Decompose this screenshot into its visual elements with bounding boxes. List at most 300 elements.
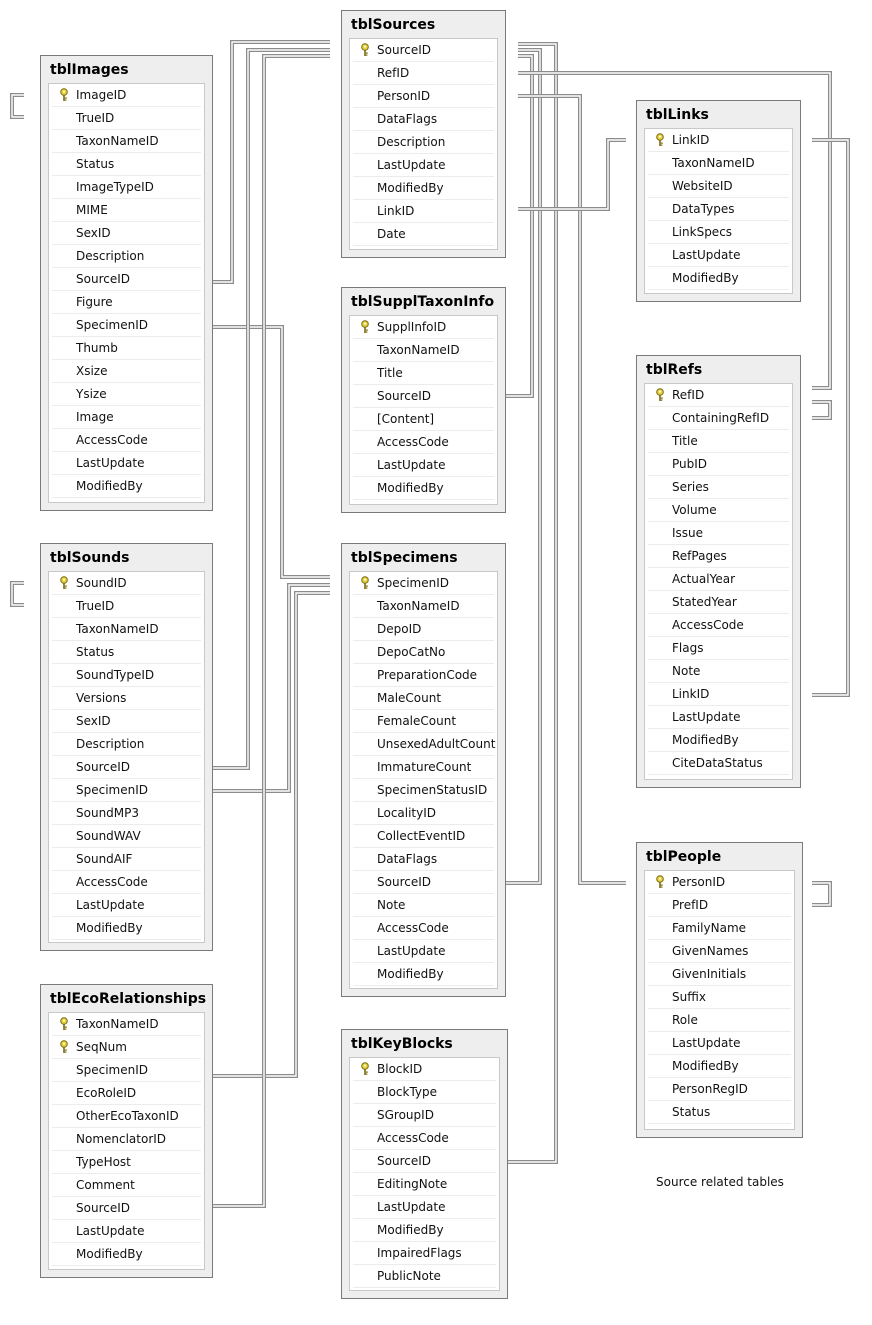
column-row[interactable] bbox=[52, 1013, 201, 1036]
column-row[interactable] bbox=[52, 1220, 201, 1243]
relationship-line bbox=[12, 583, 24, 605]
column-row[interactable] bbox=[52, 641, 201, 664]
relationship-line-core bbox=[518, 96, 626, 883]
column-row[interactable] bbox=[648, 917, 791, 940]
column-row[interactable] bbox=[648, 963, 791, 986]
column-name: LastUpdate bbox=[76, 456, 145, 470]
column-row[interactable] bbox=[648, 986, 791, 1009]
column-row[interactable] bbox=[648, 1055, 791, 1078]
relationship-line bbox=[518, 96, 626, 883]
relationship-line bbox=[518, 140, 626, 209]
column-name: Note bbox=[377, 898, 406, 912]
column-row[interactable] bbox=[353, 618, 494, 641]
column-row[interactable] bbox=[52, 383, 201, 406]
column-row[interactable] bbox=[353, 710, 494, 733]
column-row[interactable] bbox=[52, 291, 201, 314]
column-row[interactable] bbox=[52, 802, 201, 825]
column-row[interactable] bbox=[648, 522, 789, 545]
column-name: LastUpdate bbox=[377, 944, 446, 958]
column-row[interactable] bbox=[353, 1058, 496, 1081]
column-name: AccessCode bbox=[672, 618, 744, 632]
column-row[interactable] bbox=[648, 706, 789, 729]
column-name: SourceID bbox=[76, 760, 130, 774]
column-name: StatedYear bbox=[672, 595, 737, 609]
table-tblecorelationships[interactable] bbox=[40, 984, 213, 1278]
column-row[interactable] bbox=[648, 244, 789, 267]
column-name: ModifiedBy bbox=[672, 1059, 739, 1073]
relationship-line bbox=[213, 585, 330, 791]
primary-key-icon bbox=[360, 320, 370, 334]
column-row[interactable] bbox=[52, 84, 201, 107]
relationship-line bbox=[812, 402, 830, 418]
column-row[interactable] bbox=[353, 385, 494, 408]
column-row[interactable] bbox=[648, 476, 789, 499]
column-row[interactable] bbox=[353, 1150, 496, 1173]
table-title: tblRefs bbox=[646, 362, 703, 378]
column-row[interactable] bbox=[353, 85, 494, 108]
column-row[interactable] bbox=[648, 568, 789, 591]
column-row[interactable] bbox=[52, 107, 201, 130]
column-name: AccessCode bbox=[76, 875, 148, 889]
column-row[interactable] bbox=[52, 733, 201, 756]
column-row[interactable] bbox=[353, 1196, 496, 1219]
column-name: LinkID bbox=[672, 133, 710, 147]
column-name: Status bbox=[76, 645, 115, 659]
column-name: Role bbox=[672, 1013, 698, 1027]
column-name: ModifiedBy bbox=[672, 733, 739, 747]
column-name: Status bbox=[672, 1105, 711, 1119]
column-name: RefID bbox=[377, 66, 410, 80]
column-name: EcoRoleID bbox=[76, 1086, 137, 1100]
column-name: Comment bbox=[76, 1178, 135, 1192]
column-row[interactable] bbox=[648, 871, 791, 894]
column-name: Series bbox=[672, 480, 709, 494]
column-name: DepoCatNo bbox=[377, 645, 446, 659]
column-row[interactable] bbox=[648, 1009, 791, 1032]
column-name: PubID bbox=[672, 457, 708, 471]
primary-key-icon bbox=[59, 88, 69, 102]
column-name: DataTypes bbox=[672, 202, 735, 216]
table-tblsounds[interactable] bbox=[40, 543, 213, 951]
relationship-line bbox=[213, 42, 330, 282]
column-name: [Content] bbox=[377, 412, 435, 426]
column-name: ModifiedBy bbox=[672, 271, 739, 285]
column-row[interactable] bbox=[52, 360, 201, 383]
column-row[interactable] bbox=[353, 408, 494, 431]
column-row[interactable] bbox=[52, 618, 201, 641]
column-name: LastUpdate bbox=[377, 1200, 446, 1214]
column-row[interactable] bbox=[353, 894, 494, 917]
column-row[interactable] bbox=[52, 894, 201, 917]
column-row[interactable] bbox=[52, 756, 201, 779]
column-row[interactable] bbox=[353, 62, 494, 85]
table-tblimages[interactable] bbox=[40, 55, 213, 511]
column-name: SpecimenID bbox=[377, 576, 450, 590]
column-row[interactable] bbox=[353, 572, 494, 595]
primary-key-icon bbox=[655, 133, 665, 147]
relationship-line-core bbox=[213, 585, 330, 791]
column-row[interactable] bbox=[648, 683, 789, 706]
column-list bbox=[644, 128, 793, 294]
column-row[interactable] bbox=[353, 339, 494, 362]
column-name: CiteDataStatus bbox=[672, 756, 763, 770]
table-title: tblSupplTaxonInfo bbox=[351, 294, 495, 310]
table-tblsuppltaxoninfo[interactable] bbox=[341, 287, 506, 513]
column-name: PrefID bbox=[672, 898, 709, 912]
column-name: WebsiteID bbox=[672, 179, 733, 193]
column-name: DepoID bbox=[377, 622, 422, 636]
column-name: SpecimenStatusID bbox=[377, 783, 488, 797]
column-row[interactable] bbox=[353, 223, 494, 246]
column-name: ActualYear bbox=[672, 572, 735, 586]
table-title: tblSpecimens bbox=[351, 550, 458, 566]
relationship-line bbox=[506, 50, 540, 883]
column-name: MaleCount bbox=[377, 691, 442, 705]
column-row[interactable] bbox=[648, 152, 789, 175]
relationship-line-core bbox=[213, 327, 330, 577]
column-list bbox=[48, 1012, 205, 1270]
table-tblkeyblocks[interactable] bbox=[341, 1029, 508, 1299]
column-row[interactable] bbox=[353, 1219, 496, 1242]
relationship-line bbox=[12, 95, 24, 117]
primary-key-icon bbox=[655, 388, 665, 402]
column-row[interactable] bbox=[52, 130, 201, 153]
column-name: SpecimenID bbox=[76, 783, 149, 797]
column-name: SoundWAV bbox=[76, 829, 141, 843]
relationship-line bbox=[812, 883, 830, 905]
column-name: LastUpdate bbox=[76, 1224, 145, 1238]
column-list bbox=[349, 38, 498, 250]
primary-key-icon bbox=[360, 1062, 370, 1076]
column-row[interactable] bbox=[648, 729, 789, 752]
column-name: MIME bbox=[76, 203, 108, 217]
column-row[interactable] bbox=[648, 499, 789, 522]
column-row[interactable] bbox=[353, 154, 494, 177]
primary-key-icon bbox=[59, 576, 69, 590]
column-row[interactable] bbox=[648, 221, 789, 244]
table-title: tblSources bbox=[351, 17, 436, 33]
column-name: ImageTypeID bbox=[76, 180, 154, 194]
column-name: LinkSpecs bbox=[672, 225, 733, 239]
column-name: SupplInfoID bbox=[377, 320, 447, 334]
column-row[interactable] bbox=[52, 687, 201, 710]
table-title: tblLinks bbox=[646, 107, 709, 123]
column-name: AccessCode bbox=[377, 1131, 449, 1145]
column-name: SpecimenID bbox=[76, 1063, 149, 1077]
column-list bbox=[644, 383, 793, 780]
column-row[interactable] bbox=[52, 429, 201, 452]
column-list bbox=[644, 870, 795, 1130]
column-row[interactable] bbox=[52, 245, 201, 268]
column-row[interactable] bbox=[52, 1174, 201, 1197]
column-name: NomenclatorID bbox=[76, 1132, 167, 1146]
column-row[interactable] bbox=[353, 1173, 496, 1196]
column-row[interactable] bbox=[52, 452, 201, 475]
column-name: SourceID bbox=[377, 875, 431, 889]
column-row[interactable] bbox=[353, 825, 494, 848]
column-row[interactable] bbox=[52, 314, 201, 337]
relationship-line-core bbox=[506, 56, 532, 396]
column-row[interactable] bbox=[353, 477, 494, 500]
column-name: TaxonNameID bbox=[76, 1017, 159, 1031]
column-list bbox=[48, 83, 205, 503]
column-row[interactable] bbox=[353, 848, 494, 871]
column-row[interactable] bbox=[52, 222, 201, 245]
column-name: ContainingRefID bbox=[672, 411, 770, 425]
column-row[interactable] bbox=[52, 475, 201, 498]
column-name: ModifiedBy bbox=[76, 479, 143, 493]
table-tblsources[interactable] bbox=[341, 10, 506, 258]
column-row[interactable] bbox=[353, 756, 494, 779]
column-name: Figure bbox=[76, 295, 113, 309]
column-name: LastUpdate bbox=[672, 710, 741, 724]
column-name: LinkID bbox=[377, 204, 415, 218]
column-name: BlockType bbox=[377, 1085, 438, 1099]
column-name: BlockID bbox=[377, 1062, 423, 1076]
column-name: FemaleCount bbox=[377, 714, 457, 728]
column-row[interactable] bbox=[648, 384, 789, 407]
column-name: LastUpdate bbox=[76, 898, 145, 912]
column-row[interactable] bbox=[52, 337, 201, 360]
column-name: Volume bbox=[672, 503, 717, 517]
column-row[interactable] bbox=[52, 595, 201, 618]
column-name: Image bbox=[76, 410, 114, 424]
column-name: TaxonNameID bbox=[377, 599, 460, 613]
relationship-line-core bbox=[213, 593, 330, 1076]
column-row[interactable] bbox=[52, 572, 201, 595]
column-row[interactable] bbox=[52, 1105, 201, 1128]
column-name: SourceID bbox=[76, 1201, 130, 1215]
column-name: ImmatureCount bbox=[377, 760, 472, 774]
column-name: ModifiedBy bbox=[76, 1247, 143, 1261]
column-row[interactable] bbox=[648, 453, 789, 476]
column-row[interactable] bbox=[648, 267, 789, 290]
column-row[interactable] bbox=[52, 199, 201, 222]
column-name: TaxonNameID bbox=[76, 622, 159, 636]
column-name: TypeHost bbox=[76, 1155, 131, 1169]
column-name: SeqNum bbox=[76, 1040, 127, 1054]
column-name: TaxonNameID bbox=[377, 343, 460, 357]
column-row[interactable] bbox=[648, 430, 789, 453]
column-row[interactable] bbox=[52, 1036, 201, 1059]
column-row[interactable] bbox=[353, 871, 494, 894]
column-name: GivenNames bbox=[672, 944, 749, 958]
column-name: SourceID bbox=[377, 43, 431, 57]
column-row[interactable] bbox=[52, 1243, 201, 1266]
column-name: Status bbox=[76, 157, 115, 171]
column-row[interactable] bbox=[353, 131, 494, 154]
relationship-line bbox=[213, 593, 330, 1076]
column-list bbox=[48, 571, 205, 943]
column-name: AccessCode bbox=[76, 433, 148, 447]
column-row[interactable] bbox=[52, 176, 201, 199]
table-tblpeople[interactable] bbox=[636, 842, 803, 1138]
column-name: ModifiedBy bbox=[76, 921, 143, 935]
column-name: CollectEventID bbox=[377, 829, 466, 843]
column-name: OtherEcoTaxonID bbox=[76, 1109, 179, 1123]
column-name: LastUpdate bbox=[377, 158, 446, 172]
column-row[interactable] bbox=[648, 545, 789, 568]
column-name: Flags bbox=[672, 641, 704, 655]
column-row[interactable] bbox=[353, 1081, 496, 1104]
column-row[interactable] bbox=[52, 406, 201, 429]
table-title: tblEcoRelationships bbox=[50, 991, 207, 1007]
table-title: tblPeople bbox=[646, 849, 722, 865]
primary-key-icon bbox=[655, 875, 665, 889]
column-row[interactable] bbox=[353, 108, 494, 131]
column-row[interactable] bbox=[648, 940, 791, 963]
column-name: PersonID bbox=[672, 875, 726, 889]
primary-key-icon bbox=[360, 43, 370, 57]
column-row[interactable] bbox=[353, 177, 494, 200]
column-name: RefID bbox=[672, 388, 705, 402]
relationship-line bbox=[506, 56, 532, 396]
column-row[interactable] bbox=[353, 940, 494, 963]
column-row[interactable] bbox=[648, 637, 789, 660]
column-row[interactable] bbox=[353, 664, 494, 687]
column-row[interactable] bbox=[353, 454, 494, 477]
column-name: SourceID bbox=[377, 1154, 431, 1168]
column-row[interactable] bbox=[648, 1101, 791, 1124]
column-name: ModifiedBy bbox=[377, 181, 444, 195]
column-name: DataFlags bbox=[377, 112, 438, 126]
column-name: LinkID bbox=[672, 687, 710, 701]
column-name: LastUpdate bbox=[672, 1036, 741, 1050]
column-row[interactable] bbox=[353, 1265, 496, 1288]
primary-key-icon bbox=[59, 1040, 69, 1054]
table-tblspecimens[interactable] bbox=[341, 543, 506, 997]
column-name: Issue bbox=[672, 526, 704, 540]
column-row[interactable] bbox=[648, 1032, 791, 1055]
column-name: ImageID bbox=[76, 88, 127, 102]
column-row[interactable] bbox=[52, 1082, 201, 1105]
relationship-line-core bbox=[812, 883, 830, 905]
column-row[interactable] bbox=[353, 1104, 496, 1127]
column-row[interactable] bbox=[52, 1059, 201, 1082]
column-name: ImpairedFlags bbox=[377, 1246, 462, 1260]
column-name: SexID bbox=[76, 226, 111, 240]
column-row[interactable] bbox=[648, 407, 789, 430]
column-row[interactable] bbox=[52, 1197, 201, 1220]
column-row[interactable] bbox=[353, 362, 494, 385]
table-title: tblSounds bbox=[50, 550, 130, 566]
column-name: DataFlags bbox=[377, 852, 438, 866]
column-row[interactable] bbox=[648, 175, 789, 198]
column-name: TaxonNameID bbox=[672, 156, 755, 170]
column-name: TrueID bbox=[76, 111, 115, 125]
column-name: SourceID bbox=[76, 272, 130, 286]
column-name: Versions bbox=[76, 691, 127, 705]
column-name: RefPages bbox=[672, 549, 727, 563]
column-name: SourceID bbox=[377, 389, 431, 403]
column-name: TrueID bbox=[76, 599, 115, 613]
column-name: LastUpdate bbox=[377, 458, 446, 472]
column-name: GivenInitials bbox=[672, 967, 747, 981]
column-row[interactable] bbox=[648, 129, 789, 152]
column-row[interactable] bbox=[648, 660, 789, 683]
column-row[interactable] bbox=[353, 917, 494, 940]
relationship-line bbox=[213, 327, 330, 577]
column-row[interactable] bbox=[353, 431, 494, 454]
column-row[interactable] bbox=[353, 641, 494, 664]
column-row[interactable] bbox=[353, 1242, 496, 1265]
column-row[interactable] bbox=[353, 200, 494, 223]
column-row[interactable] bbox=[648, 198, 789, 221]
diagram-caption: Source related tables bbox=[656, 1175, 784, 1189]
column-row[interactable] bbox=[353, 39, 494, 62]
column-row[interactable] bbox=[648, 894, 791, 917]
column-row[interactable] bbox=[648, 752, 789, 775]
column-row[interactable] bbox=[52, 1128, 201, 1151]
column-row[interactable] bbox=[52, 268, 201, 291]
column-row[interactable] bbox=[52, 779, 201, 802]
column-row[interactable] bbox=[52, 153, 201, 176]
column-name: Date bbox=[377, 227, 406, 241]
column-name: SoundTypeID bbox=[76, 668, 155, 682]
column-row[interactable] bbox=[353, 316, 494, 339]
column-row[interactable] bbox=[353, 779, 494, 802]
table-title: tblImages bbox=[50, 62, 129, 78]
column-row[interactable] bbox=[648, 614, 789, 637]
column-row[interactable] bbox=[648, 1078, 791, 1101]
column-row[interactable] bbox=[648, 591, 789, 614]
column-list bbox=[349, 1057, 500, 1291]
table-title: tblKeyBlocks bbox=[351, 1036, 453, 1052]
column-row[interactable] bbox=[353, 687, 494, 710]
relationship-line-core bbox=[812, 402, 830, 418]
primary-key-icon bbox=[59, 1017, 69, 1031]
relationship-line-core bbox=[506, 50, 540, 883]
column-name: SoundAIF bbox=[76, 852, 133, 866]
column-row[interactable] bbox=[52, 1151, 201, 1174]
column-row[interactable] bbox=[52, 917, 201, 940]
primary-key-icon bbox=[360, 576, 370, 590]
column-name: PersonID bbox=[377, 89, 431, 103]
column-name: PublicNote bbox=[377, 1269, 441, 1283]
column-row[interactable] bbox=[52, 871, 201, 894]
column-name: Title bbox=[672, 434, 698, 448]
column-name: Description bbox=[377, 135, 446, 149]
column-name: Ysize bbox=[76, 387, 107, 401]
column-name: Suffix bbox=[672, 990, 706, 1004]
table-tblrefs[interactable] bbox=[636, 355, 801, 788]
column-name: Description bbox=[76, 737, 145, 751]
column-row[interactable] bbox=[52, 848, 201, 871]
column-name: TaxonNameID bbox=[76, 134, 159, 148]
column-name: SpecimenID bbox=[76, 318, 149, 332]
column-name: Thumb bbox=[76, 341, 118, 355]
column-row[interactable] bbox=[353, 963, 494, 986]
column-row[interactable] bbox=[353, 733, 494, 756]
column-name: SexID bbox=[76, 714, 111, 728]
column-name: FamilyName bbox=[672, 921, 747, 935]
column-name: LastUpdate bbox=[672, 248, 741, 262]
column-name: Description bbox=[76, 249, 145, 263]
column-name: ModifiedBy bbox=[377, 1223, 444, 1237]
column-name: Title bbox=[377, 366, 403, 380]
column-row[interactable] bbox=[353, 802, 494, 825]
column-name: Note bbox=[672, 664, 701, 678]
column-name: Xsize bbox=[76, 364, 108, 378]
column-row[interactable] bbox=[52, 825, 201, 848]
column-name: ModifiedBy bbox=[377, 481, 444, 495]
table-tbllinks[interactable] bbox=[636, 100, 801, 302]
column-name: SGroupID bbox=[377, 1108, 434, 1122]
column-row[interactable] bbox=[52, 664, 201, 687]
column-row[interactable] bbox=[52, 710, 201, 733]
column-row[interactable] bbox=[353, 1127, 496, 1150]
column-row[interactable] bbox=[353, 595, 494, 618]
